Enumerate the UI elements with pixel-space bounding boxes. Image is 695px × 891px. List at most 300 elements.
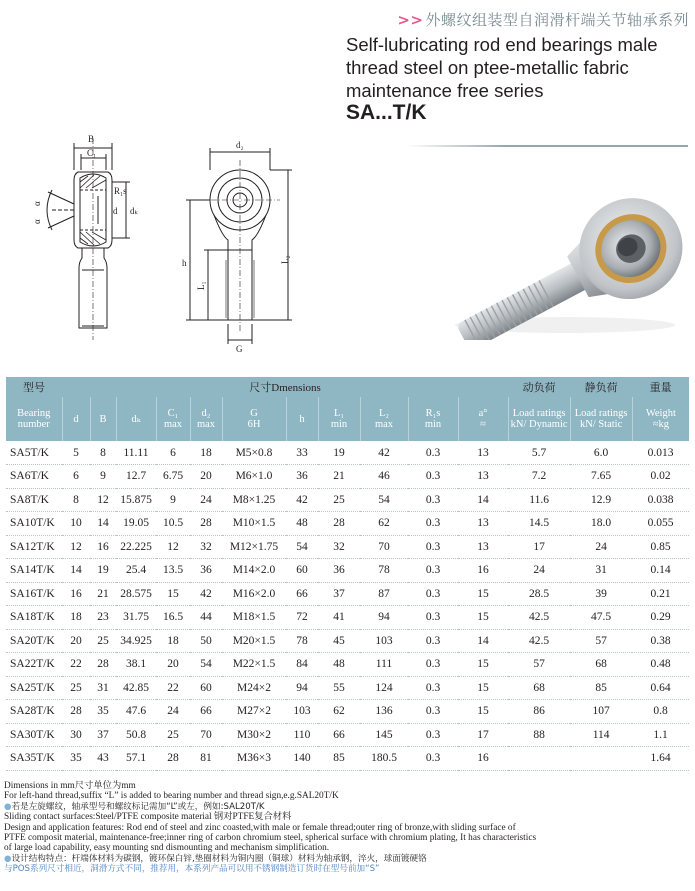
- chinese-title: [397, 9, 689, 30]
- table-cell: 124: [360, 676, 408, 700]
- table-cell: 25: [90, 629, 116, 653]
- column-header-line-2: max: [374, 419, 394, 430]
- table-cell: M5×0.8: [222, 441, 286, 465]
- dim-label-d: d: [113, 206, 118, 216]
- bearing-number-cell: SA25T/K: [6, 676, 62, 700]
- note-design-1: Design and application features: Rod end of steel and zinc coasted,with male or female thread;outer ring of bronze,with sliding surface of: [4, 822, 516, 833]
- table-cell: 42.5: [508, 606, 570, 630]
- column-header-line-2: kN/ Static: [579, 419, 623, 430]
- table-cell: 24: [508, 559, 570, 583]
- table-cell: 48: [286, 512, 318, 536]
- table-cell: 107: [570, 700, 632, 724]
- column-header-line-2: ≈: [480, 419, 486, 430]
- table-cell: 18.0: [570, 512, 632, 536]
- table-cell: 5.7: [508, 441, 570, 465]
- table-cell: 20: [190, 465, 222, 489]
- table-cell: 60: [286, 559, 318, 583]
- table-cell: 21: [318, 465, 360, 489]
- bearing-number-cell: SA28T/K: [6, 700, 62, 724]
- table-cell: 6.0: [570, 441, 632, 465]
- table-cell: 136: [360, 700, 408, 724]
- column-header: [286, 397, 318, 441]
- column-header: [632, 397, 689, 441]
- table-cell: 0.3: [408, 465, 458, 489]
- table-cell: 20: [62, 629, 90, 653]
- table-cell: [508, 747, 570, 771]
- header-static-load: 静负荷: [570, 377, 632, 397]
- table-cell: 13.5: [156, 559, 190, 583]
- table-cell: 16: [458, 747, 508, 771]
- table-cell: 0.3: [408, 747, 458, 771]
- column-header: [318, 397, 360, 441]
- table-row: [6, 512, 689, 536]
- table-cell: 36: [286, 465, 318, 489]
- dim-label-c1: C₁: [87, 148, 97, 158]
- table-cell: 57: [508, 653, 570, 677]
- english-title: [346, 33, 658, 102]
- table-cell: 15: [156, 582, 190, 606]
- table-cell: 28: [318, 512, 360, 536]
- table-cell: 12: [62, 535, 90, 559]
- table-cell: 54: [360, 488, 408, 512]
- chinese-title-text: 外螺纹组装型自润滑杆端关节轴承系列: [425, 11, 689, 29]
- table-cell: 33: [286, 441, 318, 465]
- dim-label-l2: L₂: [280, 255, 290, 264]
- column-header: [458, 397, 508, 441]
- note-design-3: of large load capability, easy mounting snd dismounting and mechanism simplification.: [4, 843, 330, 854]
- bearing-number-cell: SA16T/K: [6, 582, 62, 606]
- table-cell: 17: [508, 535, 570, 559]
- table-cell: 15: [458, 606, 508, 630]
- table-body: [6, 441, 689, 770]
- table-cell: 8: [62, 488, 90, 512]
- header-model: 型号: [6, 377, 62, 397]
- bearing-number-cell: SA20T/K: [6, 629, 62, 653]
- table-cell: 78: [360, 559, 408, 583]
- table-cell: 12.9: [570, 488, 632, 512]
- table-cell: 36: [318, 559, 360, 583]
- dim-label-b: B: [88, 134, 95, 144]
- table-cell: 47.6: [116, 700, 156, 724]
- dim-label-d2: d₂: [236, 140, 244, 150]
- table-cell: 24: [190, 488, 222, 512]
- column-header-line-1: Load ratings: [512, 408, 566, 419]
- table-cell: 12.7: [116, 465, 156, 489]
- table-cell: 19: [90, 559, 116, 583]
- front-view-drawing: [170, 140, 320, 355]
- table-cell: 7.65: [570, 465, 632, 489]
- table-group-header-row: [6, 377, 689, 397]
- table-cell: M24×2: [222, 676, 286, 700]
- table-cell: 41: [318, 606, 360, 630]
- table-row: [6, 582, 689, 606]
- dim-label-l1: L₁: [196, 281, 206, 290]
- table-cell: 103: [286, 700, 318, 724]
- table-cell: 18: [62, 606, 90, 630]
- table-cell: 25: [156, 723, 190, 747]
- bearing-number-cell: SA14T/K: [6, 559, 62, 583]
- table-cell: 0.3: [408, 700, 458, 724]
- table-cell: 34.925: [116, 629, 156, 653]
- bearing-number-cell: SA12T/K: [6, 535, 62, 559]
- table-cell: 32: [190, 535, 222, 559]
- table-cell: 180.5: [360, 747, 408, 771]
- table-cell: 85: [318, 747, 360, 771]
- column-header-line-1: Bearing: [17, 408, 51, 419]
- table-cell: 55: [318, 676, 360, 700]
- bearing-number-cell: SA22T/K: [6, 653, 62, 677]
- table-cell: 18: [190, 441, 222, 465]
- bearing-number-cell: SA18T/K: [6, 606, 62, 630]
- table-cell: 10: [62, 512, 90, 536]
- table-cell: 0.38: [632, 629, 689, 653]
- table-cell: 15: [458, 582, 508, 606]
- table-cell: 114: [570, 723, 632, 747]
- table-cell: 0.48: [632, 653, 689, 677]
- table-cell: 31.75: [116, 606, 156, 630]
- table-row: [6, 441, 689, 465]
- dim-label-dk: dₖ: [130, 206, 139, 216]
- table-cell: M10×1.5: [222, 512, 286, 536]
- table-cell: 15: [458, 653, 508, 677]
- header-dimensions: 尺寸Dmensions: [62, 377, 508, 397]
- table-cell: 28: [190, 512, 222, 536]
- table-row: [6, 653, 689, 677]
- table-cell: M12×1.75: [222, 535, 286, 559]
- table-cell: 22: [156, 676, 190, 700]
- notes-section: [4, 781, 694, 875]
- table-cell: 0.21: [632, 582, 689, 606]
- table-cell: 48: [318, 653, 360, 677]
- column-header-line-2: max: [163, 419, 183, 430]
- table-cell: 17: [458, 723, 508, 747]
- table-row: [6, 629, 689, 653]
- table-cell: 0.3: [408, 488, 458, 512]
- table-cell: 28.5: [508, 582, 570, 606]
- table-cell: 0.3: [408, 723, 458, 747]
- dim-label-g: G: [236, 344, 243, 354]
- table-cell: 16: [90, 535, 116, 559]
- table-cell: 0.038: [632, 488, 689, 512]
- table-cell: 0.3: [408, 441, 458, 465]
- table-cell: 140: [286, 747, 318, 771]
- table-cell: 36: [190, 559, 222, 583]
- table-cell: 24: [570, 535, 632, 559]
- note-design-2: PTFE composit material, maintenance-free;inner ring of carbon chromium steel, spherical surface with chromium plating, It has characteristics: [4, 833, 537, 844]
- table-cell: M20×1.5: [222, 629, 286, 653]
- table-cell: 18: [156, 629, 190, 653]
- table-row: [6, 535, 689, 559]
- table-row: [6, 488, 689, 512]
- bearing-number-cell: SA35T/K: [6, 747, 62, 771]
- table-cell: 0.14: [632, 559, 689, 583]
- table-cell: 13: [458, 535, 508, 559]
- table-cell: 22.225: [116, 535, 156, 559]
- table-cell: 12: [90, 488, 116, 512]
- table-cell: 28: [90, 653, 116, 677]
- table-cell: 14: [62, 559, 90, 583]
- column-header-line-1: L₂: [378, 408, 390, 419]
- table-cell: 66: [190, 700, 222, 724]
- table-row: [6, 700, 689, 724]
- table-cell: 31: [90, 676, 116, 700]
- bearing-number-cell: SA8T/K: [6, 488, 62, 512]
- table-cell: 0.29: [632, 606, 689, 630]
- table-cell: M22×1.5: [222, 653, 286, 677]
- column-header-line-1: d: [73, 413, 79, 425]
- table-cell: 0.3: [408, 676, 458, 700]
- table-cell: 21: [90, 582, 116, 606]
- table-cell: 94: [286, 676, 318, 700]
- note-pos-series: 与POS系列尺寸相近，洞滑方式不同，推荐用，本系列产品可以用不锈钢制造订货时在型号前加“S”: [4, 864, 380, 875]
- table-cell: 81: [190, 747, 222, 771]
- bearing-number-cell: SA30T/K: [6, 723, 62, 747]
- table-cell: 38.1: [116, 653, 156, 677]
- table-cell: 68: [508, 676, 570, 700]
- table-cell: 14: [458, 488, 508, 512]
- table-cell: 1.64: [632, 747, 689, 771]
- table-cell: 11.6: [508, 488, 570, 512]
- column-header-line-2: min: [424, 419, 442, 430]
- series-code: SA...T/K: [346, 101, 427, 124]
- table-cell: 37: [318, 582, 360, 606]
- table-cell: 22: [62, 653, 90, 677]
- table-cell: 23: [90, 606, 116, 630]
- table-cell: 6: [156, 441, 190, 465]
- bullet-icon: ●: [4, 801, 12, 812]
- table-cell: 0.3: [408, 535, 458, 559]
- header-dynamic-load: 动负荷: [508, 377, 570, 397]
- table-cell: 0.3: [408, 512, 458, 536]
- column-header-line-2: 6H: [247, 419, 261, 430]
- table-cell: 28: [156, 747, 190, 771]
- table-cell: 11.11: [116, 441, 156, 465]
- table-cell: 85: [570, 676, 632, 700]
- column-header-line-1: G: [250, 408, 258, 419]
- table-cell: 46: [360, 465, 408, 489]
- table-cell: 32: [318, 535, 360, 559]
- table-row: [6, 747, 689, 771]
- table-cell: 0.64: [632, 676, 689, 700]
- table-cell: 103: [360, 629, 408, 653]
- table-cell: 0.3: [408, 653, 458, 677]
- side-view-drawing: [30, 130, 160, 345]
- table-cell: 66: [286, 582, 318, 606]
- column-header: [570, 397, 632, 441]
- column-header-line-1: d₂: [201, 408, 211, 419]
- note-sliding-surface: Sliding contact surfaces:Steel/PTFE composite material 钢对PTFE复合材料: [4, 812, 292, 823]
- table-cell: 15.875: [116, 488, 156, 512]
- column-header-line-1: Load ratings: [574, 408, 628, 419]
- table-cell: M18×1.5: [222, 606, 286, 630]
- table-cell: 13: [458, 465, 508, 489]
- table-cell: 13: [458, 441, 508, 465]
- dim-label-alpha-2: α: [32, 219, 42, 224]
- table-cell: 28.575: [116, 582, 156, 606]
- column-header-line-2: kN/ Dynamic: [510, 419, 568, 430]
- table-cell: 84: [286, 653, 318, 677]
- note-design-cn: ●设计结构特点：杆端体材料为碳钢，镀环保白锌,垫圈材料为铜内圈（铜球）材料为轴承钢，淬火，球面镀硬铬: [4, 853, 427, 864]
- note-left-hand-en: For left-hand thread,suffix “L” is added to bearing number and thread sign,e.g.SAL20T/K: [4, 791, 339, 802]
- column-header: [6, 397, 62, 441]
- table-cell: 42: [360, 441, 408, 465]
- table-cell: 62: [318, 700, 360, 724]
- column-header: [62, 397, 90, 441]
- table-cell: 44: [190, 606, 222, 630]
- rod-end-bearing-image: [425, 160, 690, 340]
- table-cell: 16: [62, 582, 90, 606]
- column-header: [116, 397, 156, 441]
- table-cell: 35: [62, 747, 90, 771]
- table-cell: 0.3: [408, 559, 458, 583]
- table-cell: 14.5: [508, 512, 570, 536]
- column-header-line-2: ≈kg: [652, 419, 669, 430]
- table-cell: 43: [90, 747, 116, 771]
- table-cell: 14: [90, 512, 116, 536]
- column-header: [90, 397, 116, 441]
- table-cell: 16.5: [156, 606, 190, 630]
- table-cell: 7.2: [508, 465, 570, 489]
- table-cell: M14×2.0: [222, 559, 286, 583]
- table-cell: 42: [190, 582, 222, 606]
- dim-label-alpha-1: α: [32, 201, 42, 206]
- table-cell: 72: [286, 606, 318, 630]
- table-cell: 39: [570, 582, 632, 606]
- column-header-line-1: C₁: [167, 408, 179, 419]
- table-cell: 45: [318, 629, 360, 653]
- table-cell: 0.3: [408, 629, 458, 653]
- table-cell: 70: [360, 535, 408, 559]
- table-cell: 28: [62, 700, 90, 724]
- table-cell: 8: [90, 441, 116, 465]
- table-cell: 15: [458, 676, 508, 700]
- table-row: [6, 606, 689, 630]
- column-header-line-1: dₖ: [131, 413, 141, 425]
- table-cell: 94: [360, 606, 408, 630]
- column-header-line-2: max: [196, 419, 216, 430]
- table-cell: 24: [156, 700, 190, 724]
- table-cell: 14: [458, 629, 508, 653]
- column-header-line-1: Weight: [645, 408, 676, 419]
- table-cell: 12: [156, 535, 190, 559]
- table-cell: 0.3: [408, 582, 458, 606]
- table-cell: 42.5: [508, 629, 570, 653]
- table-cell: M16×2.0: [222, 582, 286, 606]
- column-header-line-1: R₁s: [425, 408, 441, 419]
- table-cell: 88: [508, 723, 570, 747]
- table-cell: 37: [90, 723, 116, 747]
- table-cell: 145: [360, 723, 408, 747]
- table-cell: 1.1: [632, 723, 689, 747]
- table-cell: 30: [62, 723, 90, 747]
- table-cell: 0.055: [632, 512, 689, 536]
- table-cell: 35: [90, 700, 116, 724]
- table-cell: 10.5: [156, 512, 190, 536]
- table-cell: 6: [62, 465, 90, 489]
- table-cell: 78: [286, 629, 318, 653]
- table-cell: 57: [570, 629, 632, 653]
- table-column-header-row: [6, 397, 689, 441]
- series-divider: [406, 145, 688, 147]
- table-cell: 0.85: [632, 535, 689, 559]
- table-cell: 86: [508, 700, 570, 724]
- column-header: [360, 397, 408, 441]
- table-cell: 111: [360, 653, 408, 677]
- header-weight: 重量: [632, 377, 689, 397]
- column-header-line-1: L₁: [333, 408, 345, 419]
- bullet-icon: ●: [4, 853, 12, 864]
- table-cell: 19: [318, 441, 360, 465]
- bearing-number-cell: SA10T/K: [6, 512, 62, 536]
- table-cell: 13: [458, 512, 508, 536]
- table-cell: 42: [286, 488, 318, 512]
- table-row: [6, 676, 689, 700]
- table-cell: 47.5: [570, 606, 632, 630]
- english-title-line-3: maintenance free series: [346, 80, 544, 101]
- table-cell: M8×1.25: [222, 488, 286, 512]
- table-cell: 50: [190, 629, 222, 653]
- column-header-line-1: B: [99, 413, 107, 425]
- table-cell: 25: [62, 676, 90, 700]
- column-header-line-1: h: [299, 413, 305, 425]
- bearing-number-cell: SA5T/K: [6, 441, 62, 465]
- dim-label-h: h: [182, 258, 187, 268]
- table-cell: 9: [90, 465, 116, 489]
- table-cell: 6.75: [156, 465, 190, 489]
- table-cell: 68: [570, 653, 632, 677]
- column-header: [222, 397, 286, 441]
- table-cell: 0.8: [632, 700, 689, 724]
- column-header: [408, 397, 458, 441]
- column-header-line-2: number: [17, 419, 50, 430]
- column-header-line-2: min: [330, 419, 348, 430]
- title-arrows-icon: >>: [397, 11, 424, 29]
- english-title-line-1: Self-lubricating rod end bearings male: [346, 34, 658, 55]
- table-cell: 60: [190, 676, 222, 700]
- table-cell: 25: [318, 488, 360, 512]
- table-cell: 16: [458, 559, 508, 583]
- bearing-number-cell: SA6T/K: [6, 465, 62, 489]
- table-cell: M6×1.0: [222, 465, 286, 489]
- table-cell: 54: [190, 653, 222, 677]
- table-cell: 25.4: [116, 559, 156, 583]
- table-cell: 70: [190, 723, 222, 747]
- table-cell: M36×3: [222, 747, 286, 771]
- column-header: [156, 397, 190, 441]
- table-cell: 42.85: [116, 676, 156, 700]
- table-cell: 57.1: [116, 747, 156, 771]
- table-cell: 50.8: [116, 723, 156, 747]
- table-cell: 0.013: [632, 441, 689, 465]
- table-cell: [570, 747, 632, 771]
- english-title-line-2: thread steel on ptee-metallic fabric: [346, 57, 629, 78]
- column-header-line-1: a°: [478, 408, 488, 419]
- note-left-hand-cn: ●若是左旋螺纹，轴承型号和螺纹标记需加“L”或左，例如:SAL20T/K: [4, 801, 265, 812]
- table-cell: 110: [286, 723, 318, 747]
- table-row: [6, 723, 689, 747]
- table-cell: 15: [458, 700, 508, 724]
- table-cell: 5: [62, 441, 90, 465]
- note-units: Dimensions in mm尺寸单位为mm: [4, 781, 136, 791]
- table-cell: 66: [318, 723, 360, 747]
- table-cell: 87: [360, 582, 408, 606]
- table-row: [6, 559, 689, 583]
- table-cell: M30×2: [222, 723, 286, 747]
- table-cell: 0.3: [408, 606, 458, 630]
- table-cell: 20: [156, 653, 190, 677]
- dim-label-r1s: R₁s: [114, 186, 127, 196]
- table-cell: 62: [360, 512, 408, 536]
